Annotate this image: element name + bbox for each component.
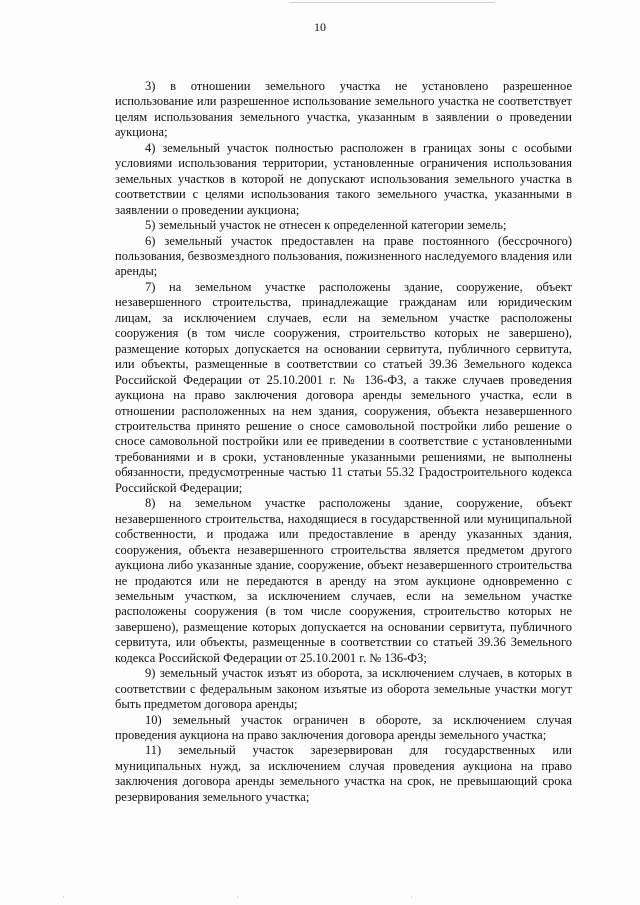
document-body [115, 79, 572, 805]
paragraph-item-7: 7) на земельном участке расположены здание, сооружение, объект незавершенного строительства, принадлежащие гражданам или юридическим лицам, за исключением случаев, если на земельном участке расположены сооружения (в том числе сооружения, строительство которых не завершено), размещение которых допускается на основании сервитута, публичного сервитута, или объекты, размещенные в соответствии со статьей 39.36 Земельного кодекса Российской Федерации от 25.10.2001 г. № 136-ФЗ, а также случаев проведения аукциона на право заключения договора аренды земельного участка, если в отношении расположенных на нем здания, сооружения, объекта незавершенного строительства принято решение о сносе самовольной постройки либо решение о сносе самовольной постройки или ее приведении в соответствие с установленными требованиями и в сроки, установленные указанными решениями, не выполнены обязанности, предусмотренные частью 11 статьи 55.32 Градостроительного кодекса Российской Федерации; [115, 279, 572, 495]
scan-edge-mark: · [62, 892, 65, 902]
paragraph-item-9: 9) земельный участок изъят из оборота, за исключением случаев, в которых в соответствии с федеральным законом изъятые из оборота земельные участки могут быть предметом договора аренды; [115, 666, 572, 712]
paragraph-item-3: 3) в отношении земельного участка не установлено разрешенное использование или разрешенное использование земельного участка не соответствует целям использования земельного участка, указанным в заявлении о проведении аукциона; [115, 79, 572, 140]
paragraph-item-10: 10) земельный участок ограничен в обороте, за исключением случая проведения аукциона на право заключения договора аренды земельного участка; [115, 712, 572, 743]
paragraph-item-5: 5) земельный участок не отнесен к определенной категории земель; [145, 218, 507, 233]
scan-edge-mark: · [236, 892, 239, 902]
scan-edge-mark: · [410, 892, 413, 902]
paragraph-item-8: 8) на земельном участке расположены здание, сооружение, объект незавершенного строительства, находящиеся в государственной или муниципальной собственности, и продажа или предоставление в аренду указанных здания, сооружения, объекта незавершенного строительства является предметом другого аукциона либо указанные здание, сооружение, объект незавершенного строительства не продаются или не передаются в аренду на этом аукционе одновременно с земельным участком, за исключением случаев, если на земельном участке расположены сооружения (в том числе сооружения, строительство которых не завершено), размещение которых допускается на основании сервитута, публичного сервитута, или объекты, размещенные в соответствии со статьей 39.36 Земельного кодекса Российской Федерации от 25.10.2001 г. № 136-ФЗ; [115, 496, 572, 665]
paragraph-item-4: 4) земельный участок полностью расположен в границах зоны с особыми условиями использования территории, установленные ограничения использования земельных участков в которой не допускают использования земельного участка в соответствии с целями использования такого земельного участка, указанными в заявлении о проведении аукциона; [115, 140, 572, 217]
page-number: 10 [314, 20, 326, 34]
paragraph-item-11: 11) земельный участок зарезервирован для государственных или муниципальных нужд, за исключением случая проведения аукциона на право заключения договора аренды земельного участка на срок, не превышающий срока резервирования земельного участка; [115, 743, 572, 804]
paragraph-item-6: 6) земельный участок предоставлен на праве постоянного (бессрочного) пользования, безвозмездного пользования, пожизненного наследуемого владения или аренды; [115, 233, 572, 279]
top-scan-rule [290, 2, 495, 3]
